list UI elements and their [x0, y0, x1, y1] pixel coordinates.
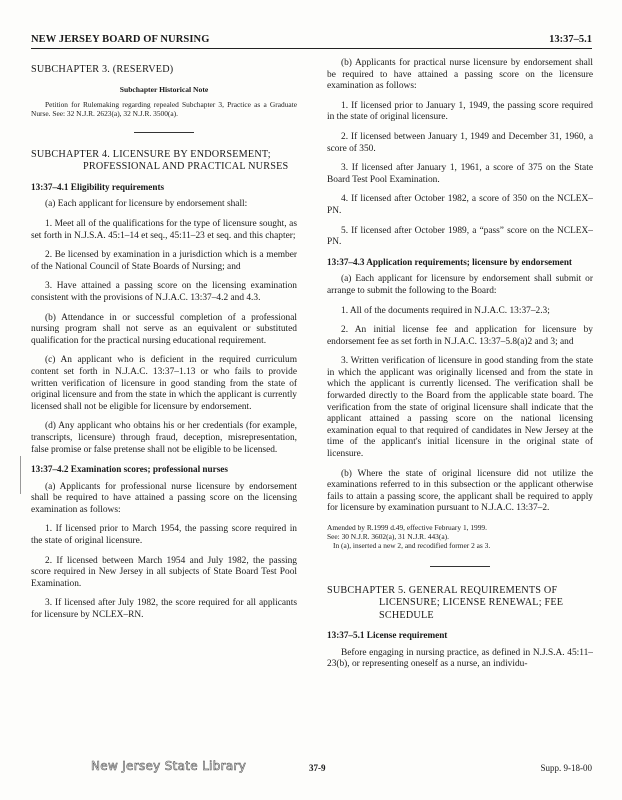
historical-note-text: Petition for Rulemaking regarding repealed Subchapter 3, Practice as a Graduate Nurse. See: 32 N.J.R. 2623(a), 32 N.J.R. 3500(a).	[31, 100, 297, 118]
paragraph: 1. All of the documents required in N.J.A.C. 13:37–2.3;	[341, 305, 550, 316]
subchapter-4-heading: SUBCHAPTER 4. LICENSURE BY ENDORSEMENT; PROFESSIONAL AND PRACTICAL NURSES	[31, 149, 289, 173]
paragraph: 1. If licensed prior to March 1954, the passing score required in the state of original licensure.	[31, 524, 297, 547]
subchapter-5-heading: SUBCHAPTER 5. GENERAL REQUIREMENTS OF LICENSURE; LICENSE RENEWAL; FEE SCHEDULE	[327, 585, 564, 621]
paragraph: 3. If licensed after January 1, 1961, a score of 375 on the State Board Test Pool Examination.	[327, 163, 593, 185]
margin-mark	[20, 456, 21, 494]
section-4-2-heading: 13:37–4.2 Examination scores; professional nurses	[31, 464, 228, 475]
divider	[430, 566, 490, 567]
section-4-1-heading: 13:37–4.1 Eligibility requirements	[31, 181, 165, 192]
paragraph: 2. An initial license fee and application for licensure by endorsement fee as set forth in N.J.A.C. 13:37–5.8(a)2 and 3; and	[327, 325, 593, 347]
paragraph: (a) Applicants for professional nurse licensure by endorsement shall be required to have attained a passing score on the licensing examination as follows:	[31, 481, 297, 515]
amendment-line: In (a), inserted a new 2, and recodified former 2 as 3.	[333, 541, 491, 550]
paragraph: 1. If licensed prior to January 1, 1949, the passing score required in the state of original licensure.	[327, 100, 593, 123]
historical-note-title: Subchapter Historical Note	[119, 85, 209, 95]
paragraph: 2. If licensed between January 1, 1949 and December 31, 1960, a score of 350.	[327, 131, 593, 154]
paragraph: (a) Each applicant for licensure by endorsement shall submit or arrange to submit the following to the Board:	[327, 274, 593, 296]
paragraph: (b) Where the state of original licensure did not utilize the examinations referred to in this subsection or the applicant otherwise fails to attain a passing score, the applicant shall be required to apply for licensure by examination pursuant to N.J.A.C. 13:37–2.	[327, 468, 593, 514]
paragraph: 4. If licensed after October 1982, a score of 350 on the NCLEX–PN.	[327, 194, 593, 216]
paragraph: (a) Each applicant for licensure by endorsement shall:	[45, 199, 248, 210]
right-column	[327, 58, 593, 679]
paragraph: 3. Written verification of licensure in good standing from the state in which the applicant was originally licensed and from the state in which the applicant is currently licensed. The verification shall be forwarded directly to the Board from the applicable state board. The verification from the state of original licensure shall indicate that the applicant attained a passing score on the national licensing examination equal to that required of candidates in New Jersey at the time of the applicant's initial licensure in the original state of licensure.	[327, 356, 593, 460]
paragraph: 3. Have attained a passing score on the licensing examination consistent with the provisions of N.J.A.C. 13:37–4.2 and 4.3.	[31, 281, 297, 303]
supplement-date: Supp. 9-18-00	[540, 763, 592, 773]
paragraph: 2. Be licensed by examination in a jurisdiction which is a member of the National Council of State Boards of Nursing; and	[31, 250, 297, 272]
subchapter-3-heading: SUBCHAPTER 3. (RESERVED)	[31, 64, 174, 75]
header-section: 13:37–5.1	[549, 34, 592, 45]
section-4-3-heading: 13:37–4.3 Application requirements; licensure by endorsement	[327, 256, 572, 267]
header-title: NEW JERSEY BOARD OF NURSING	[31, 34, 210, 45]
running-header	[31, 32, 592, 49]
paragraph: Before engaging in nursing practice, as defined in N.J.S.A. 45:11–23(b), or representing oneself as a nurse, an individu-	[327, 647, 593, 670]
paragraph: 3. If licensed after July 1982, the score required for all applicants for licensure by NCLEX–RN.	[31, 598, 297, 621]
paragraph: 1. Meet all of the qualifications for the type of licensure sought, as set forth in N.J.S.A. 45:1–14 et seq., 45:11–23 et seq. and this chapter;	[31, 219, 297, 241]
paragraph: (b) Applicants for practical nurse licensure by endorsement shall be required to have attained a passing score on the licensure examination as follows:	[327, 58, 593, 92]
page-number: 37-9	[309, 763, 326, 773]
page-footer	[31, 761, 592, 781]
paragraph: (b) Attendance in or successful completion of a professional nursing program shall not serve as an equivalent or substituted qualification for the practical nursing educational requirement.	[31, 312, 297, 346]
paragraph: (c) An applicant who is deficient in the required curriculum content set forth in N.J.A.C. 13:37–1.13 or who fails to provide written verification of licensure in good standing from the state of original licensure and from the state in which the applicant is currently licensed shall not be eligible for licensure by endorsement.	[31, 355, 297, 412]
amendment-line: Amended by R.1999 d.49, effective February 1, 1999.	[327, 523, 487, 532]
section-5-1-heading: 13:37–5.1 License requirement	[327, 630, 448, 641]
amendment-line: See: 30 N.J.R. 3602(a), 31 N.J.R. 443(a).	[327, 532, 449, 541]
paragraph: (d) Any applicant who obtains his or her credentials (for example, transcripts, licensure) through fraud, deception, misrepresentation, false promise or false pretense shall not be eligible to be licensed.	[31, 421, 297, 455]
amendment-note	[327, 523, 593, 550]
paragraph: 2. If licensed between March 1954 and July 1982, the passing score required in New Jersey in all subjects of State Board Test Pool Examination.	[31, 555, 297, 589]
paragraph: 5. If licensed after October 1989, a “pass” score on the NCLEX–PN.	[327, 225, 593, 248]
library-stamp: New Jersey State Library	[91, 759, 247, 773]
divider	[134, 132, 194, 133]
left-column	[31, 58, 297, 630]
